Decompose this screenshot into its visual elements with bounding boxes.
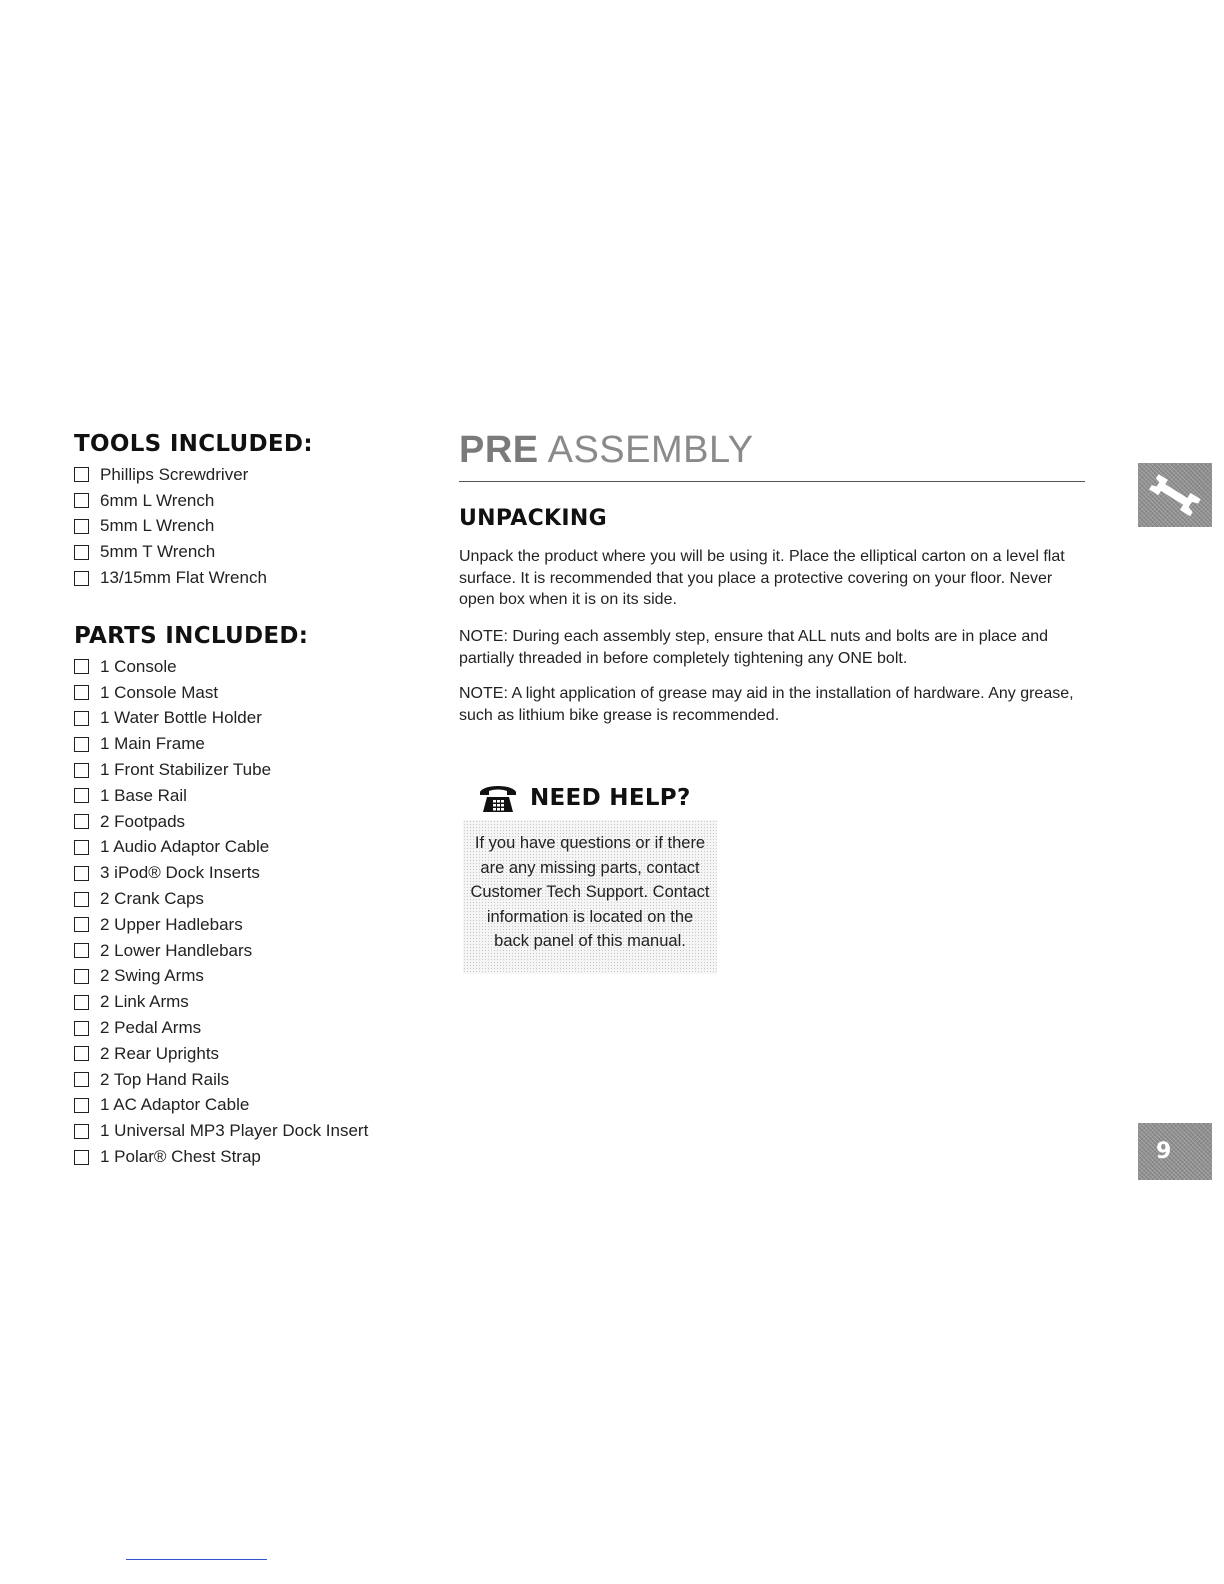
checkbox[interactable] (74, 892, 89, 907)
tools-list (74, 462, 404, 591)
need-help-text: If you have questions or if there are any missing parts, contact Customer Tech Support. Contact information is located on the back panel of this manual. (470, 834, 710, 950)
part-label: 2 Pedal Arms (100, 1018, 202, 1038)
checkbox[interactable] (74, 840, 89, 855)
part-label: 1 Front Stabilizer Tube (100, 760, 272, 780)
list-item (74, 1067, 404, 1093)
part-label: 2 Upper Hadlebars (100, 914, 243, 934)
checkbox[interactable] (74, 519, 89, 534)
tool-label: Phillips Screwdriver (100, 464, 249, 484)
part-label: 2 Swing Arms (100, 966, 204, 986)
part-label: 1 Universal MP3 Player Dock Insert (100, 1121, 369, 1141)
need-help-title: NEED HELP? (530, 785, 691, 811)
list-item (74, 912, 404, 938)
part-label: 1 Water Bottle Holder (100, 708, 262, 728)
part-label: 1 Console (100, 656, 177, 676)
part-label: 2 Crank Caps (100, 889, 204, 909)
checkbox[interactable] (74, 917, 89, 932)
wrench-icon (1147, 470, 1203, 520)
page-title-bold: PRE (459, 429, 539, 471)
part-label: 2 Rear Uprights (100, 1043, 220, 1063)
list-item (74, 565, 404, 591)
list-item (74, 680, 404, 706)
part-label: 2 Lower Handlebars (100, 940, 253, 960)
telephone-icon (478, 783, 518, 813)
section-tab (1138, 463, 1212, 527)
checkbox[interactable] (74, 1098, 89, 1113)
list-item (74, 886, 404, 912)
part-label: 1 Base Rail (100, 785, 187, 805)
title-divider (459, 481, 1085, 482)
checkbox[interactable] (74, 866, 89, 881)
tool-label: 6mm L Wrench (100, 490, 215, 510)
list-item (74, 1041, 404, 1067)
unpacking-heading: UNPACKING (459, 506, 607, 531)
list-item (74, 964, 404, 990)
checkbox[interactable] (74, 1046, 89, 1061)
checkbox[interactable] (74, 1150, 89, 1165)
parts-heading: PARTS INCLUDED: (74, 622, 309, 649)
list-item (74, 757, 404, 783)
checkbox[interactable] (74, 711, 89, 726)
part-label: 2 Top Hand Rails (100, 1069, 230, 1089)
list-item (74, 860, 404, 886)
part-label: 1 Main Frame (100, 734, 205, 754)
list-item (74, 835, 404, 861)
checkbox[interactable] (74, 571, 89, 586)
checkbox[interactable] (74, 943, 89, 958)
tool-label: 5mm L Wrench (100, 516, 215, 536)
checkbox[interactable] (74, 995, 89, 1010)
page-number-tab (1138, 1123, 1212, 1180)
checkbox[interactable] (74, 467, 89, 482)
part-label: 2 Footpads (100, 811, 186, 831)
tool-label: 13/15mm Flat Wrench (100, 568, 267, 588)
checkbox[interactable] (74, 788, 89, 803)
footer-line (126, 1559, 267, 1560)
list-item (74, 488, 404, 514)
tools-heading: TOOLS INCLUDED: (74, 431, 313, 457)
list-item (74, 731, 404, 757)
checkbox[interactable] (74, 545, 89, 560)
checkbox[interactable] (74, 969, 89, 984)
list-item (74, 783, 404, 809)
list-item (74, 539, 404, 565)
checkbox[interactable] (74, 1072, 89, 1087)
list-item (74, 1118, 404, 1144)
list-item (74, 1093, 404, 1119)
checkbox[interactable] (74, 659, 89, 674)
list-item (74, 1144, 404, 1170)
checkbox[interactable] (74, 737, 89, 752)
checkbox[interactable] (74, 685, 89, 700)
checklists (74, 430, 404, 1170)
part-label: 1 AC Adaptor Cable (100, 1095, 250, 1115)
part-label: 1 Audio Adaptor Cable (100, 837, 270, 857)
note-paragraph: NOTE: During each assembly step, ensure that ALL nuts and bolts are in place and partially threaded in before completely tightening any ONE bolt. (459, 628, 1049, 667)
checkbox[interactable] (74, 493, 89, 508)
list-item (74, 938, 404, 964)
parts-list (74, 654, 404, 1170)
need-help-box (463, 820, 717, 974)
need-help-header (478, 783, 691, 813)
page-title (459, 428, 754, 472)
checkbox[interactable] (74, 1021, 89, 1036)
checkbox[interactable] (74, 763, 89, 778)
part-label: 3 iPod® Dock Inserts (100, 863, 260, 883)
checkbox[interactable] (74, 1124, 89, 1139)
list-item (74, 514, 404, 540)
page-title-light: ASSEMBLY (547, 429, 754, 471)
part-label: 1 Console Mast (100, 682, 219, 702)
list-item (74, 654, 404, 680)
list-item (74, 1015, 404, 1041)
list-item (74, 706, 404, 732)
unpacking-paragraph: Unpack the product where you will be using it. Place the elliptical carton on a level flat surface. It is recommended that you place a protective covering on your floor. Never open box when it is on its side. (459, 548, 1065, 608)
checkbox[interactable] (74, 814, 89, 829)
list-item (74, 809, 404, 835)
part-label: 1 Polar® Chest Strap (100, 1147, 261, 1167)
tool-label: 5mm T Wrench (100, 542, 216, 562)
note-paragraph: NOTE: A light application of grease may aid in the installation of hardware. Any grease, such as lithium bike grease is recommended. (459, 685, 1074, 724)
list-item (74, 989, 404, 1015)
page-number: 9 (1156, 1139, 1172, 1164)
list-item (74, 462, 404, 488)
part-label: 2 Link Arms (100, 992, 189, 1012)
